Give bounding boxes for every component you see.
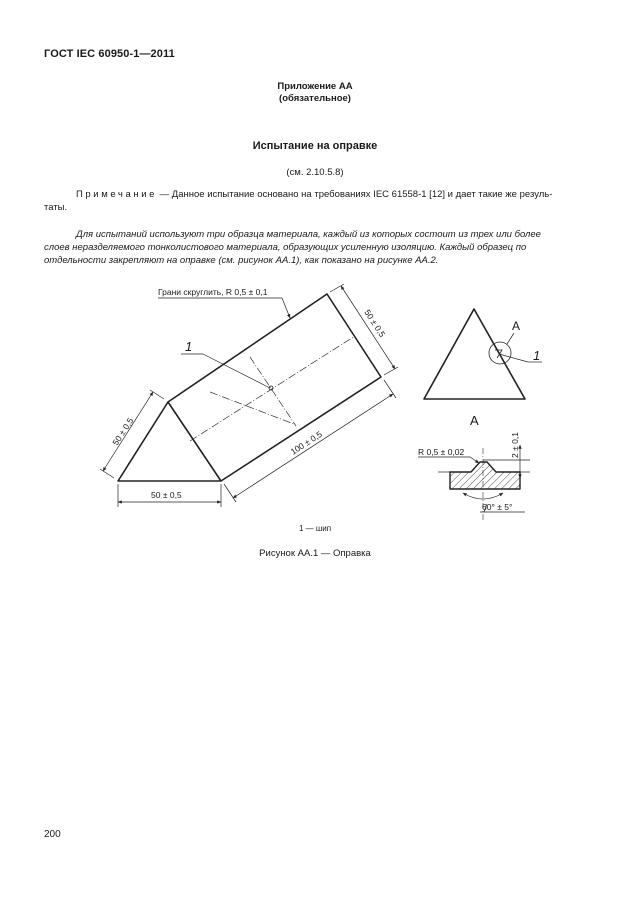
callout-1: 1: [185, 339, 193, 354]
note-label: Примечание: [76, 189, 157, 200]
note-line-2: таты.: [44, 202, 68, 213]
annex-status: (обязательное): [279, 93, 351, 104]
body-line-3: отдельности закрепляют на оправке (см. рисунок АА.1), как показано на рисунке АА.2.: [44, 255, 439, 266]
dim-top-right: [330, 284, 398, 375]
dim-length-label: 100 ± 0,5: [288, 429, 324, 457]
figure-legend: 1 — шип: [298, 524, 332, 533]
dim-top-right-label: 50 ± 0,5: [362, 307, 388, 339]
radius-label: R 0,5 ± 0,02: [418, 447, 465, 457]
detail-ref-label: A: [512, 319, 521, 333]
detail-title: A: [470, 413, 479, 428]
edge-leader: [282, 298, 290, 318]
height-label: 2 ± 0,1: [510, 432, 520, 458]
dim-bottom-label: 50 ± 0,5: [151, 490, 182, 500]
dim-left-label: 50 ± 0,5: [110, 415, 136, 448]
document-header: ГОСТ IEC 60950-1—2011: [44, 48, 175, 60]
annex-title: Приложение АА: [277, 81, 353, 92]
body-line-2: слоев неразделяемого тонколистового материала, образующих усиленную изоляцию. Каждый образец по: [44, 242, 527, 253]
note-text-1: — Данное испытание основано на требованиях IEC 61558-1 [12] и дает такие же резуль-: [157, 189, 553, 200]
detail-callout: 1: [533, 348, 541, 363]
cross-section-triangle: [424, 309, 525, 399]
body-line-1: Для испытаний используют три образца материала, каждый из которых состоит из трех или более: [76, 229, 541, 240]
dim-left: [100, 390, 164, 478]
center-lines: [190, 336, 355, 441]
figure-caption: Рисунок АА.1 — Оправка: [259, 548, 371, 559]
page-number: 200: [44, 829, 61, 840]
section-title: Испытание на оправке: [252, 140, 378, 152]
mandrel-body: [118, 294, 381, 481]
edge-label: Грани скруглить, R 0,5 ± 0,1: [158, 287, 268, 297]
section-reference: (см. 2.10.5.8): [286, 167, 344, 178]
detail-ref-leader: [507, 333, 514, 344]
angle-label: 60° ± 5°: [482, 502, 513, 512]
